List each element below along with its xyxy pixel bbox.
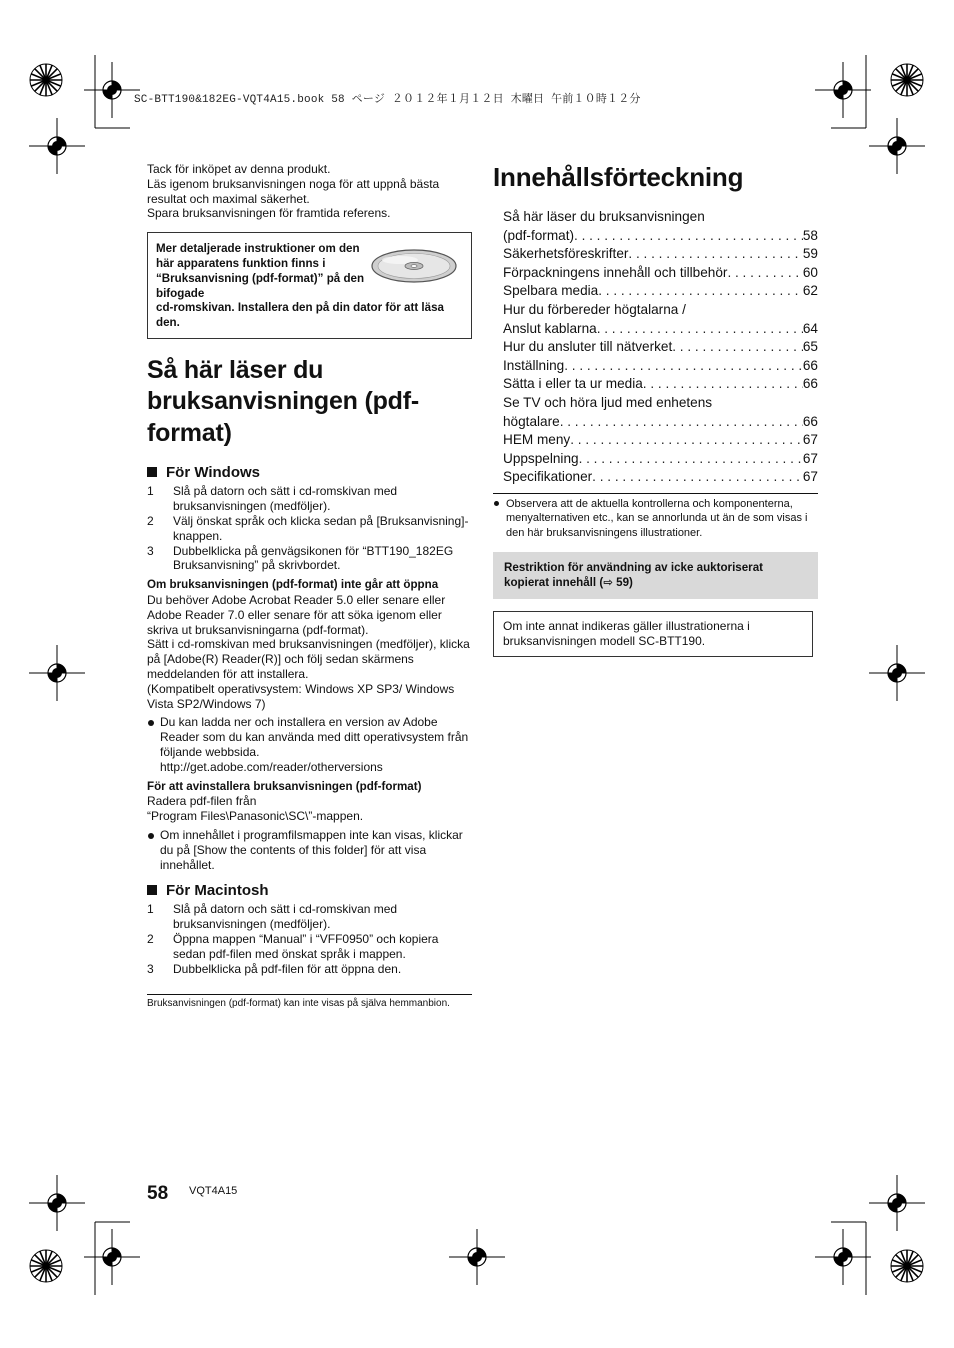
toc-entry[interactable]: HEM meny . . . 67: [503, 431, 818, 450]
mac-step: 2 Öppna mappen “Manual” i “VFF0950” och kopiera sedan pdf-filen med önskat språk i mappen.: [147, 931, 439, 961]
info-text-1: Mer detaljerade instruktioner om den här apparatens funktion finns i “Bruksanvisning (pdf-format)” på den bifogade: [156, 242, 365, 300]
toc-entry[interactable]: Sätta i eller ta ur media . . . 66: [503, 375, 818, 394]
bullet-dot-icon: [148, 720, 154, 726]
windows-step: 3 Dubbelklicka på genvägsikonen för “BTT190_182EG Bruksanvisning” på skrivbordet.: [147, 543, 454, 573]
toc-entry[interactable]: Förpackningens innehåll och tillbehör . . . 60: [503, 264, 818, 283]
toc-entry[interactable]: högtalare . . . 66: [503, 413, 818, 432]
square-bullet-icon: [147, 885, 157, 895]
bullet-dot-icon: [148, 833, 154, 839]
toc-entry[interactable]: Säkerhetsföreskrifter . . . 59: [503, 245, 818, 264]
page-number: 58: [147, 1183, 169, 1204]
toc-list: [503, 208, 818, 487]
bullet-item: Om innehållet i programfilsmappen inte kan visas, klickar du på [Show the contents of this folder] för att visa innehållet.: [147, 828, 472, 872]
intro-line-3: Spara bruksanvisningen för framtida referens.: [147, 206, 391, 221]
toc-entry[interactable]: Uppspelning . . . 67: [503, 450, 818, 469]
intro-line-2: Läs igenom bruksanvisningen noga för att uppnå bästa resultat och maximal säkerhet.: [147, 176, 440, 206]
compat-text: (Kompatibelt operativsystem: Windows XP SP3/ Windows Vista SP2/Windows 7): [147, 681, 455, 711]
left-column: [147, 162, 472, 1010]
how-to-read-title: Så här läser du bruksanvisningen (pdf-format): [147, 355, 420, 447]
pdf-info-box: [147, 232, 472, 339]
info-text-2: cd-romskivan. Installera den på din dator för att läsa den.: [156, 301, 444, 330]
model-note-box: Om inte annat indikeras gäller illustrationerna i bruksanvisningen modell SC-BTT190.: [493, 611, 813, 657]
windows-heading: För Windows: [147, 463, 472, 482]
right-column: [493, 160, 818, 657]
toc-entry[interactable]: Inställning . . . 66: [503, 357, 818, 376]
bullet-item: Observera att de aktuella kontrollerna och komponenterna, menyalternativen etc., kan se annorlunda ut än de som visas i den här bruksanvisningens illustrationer.: [493, 497, 818, 541]
toc-entry[interactable]: Hur du ansluter till nätverket . . . 65: [503, 338, 818, 357]
toc-title: Innehållsförteckning: [493, 162, 744, 192]
windows-step: 2 Välj önskat språk och klicka sedan på [Bruksanvisning]-knappen.: [147, 514, 469, 543]
trouble-text: Du behöver Adobe Acrobat Reader 5.0 eller senare eller Adobe Reader 7.0 eller senare för att söka igenom eller skriva ut bruksanvisningarna (pdf-format).: [147, 593, 446, 637]
mac-step: 3 Dubbelklicka på pdf-filen för att öppna den.: [147, 961, 402, 976]
toc-entry-pre: Hur du förbereder högtalarna /: [503, 301, 686, 317]
cd-rom-icon: [370, 248, 458, 284]
windows-steps: [147, 484, 472, 573]
trouble-heading: Om bruksanvisningen (pdf-format) inte går att öppna: [147, 578, 439, 592]
bullet-dot-icon: [494, 501, 499, 506]
uninstall-heading: För att avinstallera bruksanvisningen (pdf-format): [147, 779, 422, 793]
mac-step: 1 Slå på datorn och sätt i cd-romskivan med bruksanvisningen (medföljer).: [147, 902, 398, 932]
bullet-item: Du kan ladda ner och installera en version av Adobe Reader som du kan använda med ditt operativsystem från följande webbsida. http://get.adobe.com/reader/otherversions: [147, 715, 472, 774]
uninstall-text-2: “Program Files\Panasonic\SC\”-mappen.: [147, 809, 364, 824]
adobe-url: http://get.adobe.com/reader/otherversions: [160, 759, 383, 774]
restriction-box: Restriktion för användning av icke auktoriserat kopierat innehåll (⇨ 59): [493, 552, 818, 599]
uninstall-text-1: Radera pdf-filen från: [147, 794, 257, 809]
print-header: SC-BTT190&182EG-VQT4A15.book 58 ページ ２０１２年１月１２日 木曜日 午前１０時１２分: [134, 94, 641, 106]
toc-entry[interactable]: Spelbara media . . . 62: [503, 282, 818, 301]
square-bullet-icon: [147, 467, 157, 477]
toc-entry[interactable]: (pdf-format) . . . 58: [503, 227, 818, 246]
toc-entry[interactable]: Specifikationer . . . 67: [503, 468, 818, 487]
mac-heading: För Macintosh: [147, 881, 472, 900]
toc-entry-pre: Så här läser du bruksanvisningen: [503, 209, 705, 224]
intro-line-1: Tack för inköpet av denna produkt.: [147, 162, 331, 176]
mac-steps: [147, 902, 472, 976]
footnote: Bruksanvisningen (pdf-format) kan inte visas på själva hemmanbion.: [147, 994, 472, 1010]
windows-step: 1 Slå på datorn och sätt i cd-romskivan med bruksanvisningen (medföljer).: [147, 484, 398, 514]
toc-note: [493, 493, 818, 541]
trouble-text-2: Sätt i cd-romskivan med bruksanvisningen (medföljer), klicka på [Adobe(R) Reader(R)] och följ sedan skärmens meddelanden för att installera.: [147, 637, 470, 682]
doc-code: VQT4A15: [189, 1185, 238, 1197]
toc-entry[interactable]: Anslut kablarna . . . 64: [503, 320, 818, 339]
toc-entry-pre: Se TV och höra ljud med enhetens: [503, 394, 713, 410]
